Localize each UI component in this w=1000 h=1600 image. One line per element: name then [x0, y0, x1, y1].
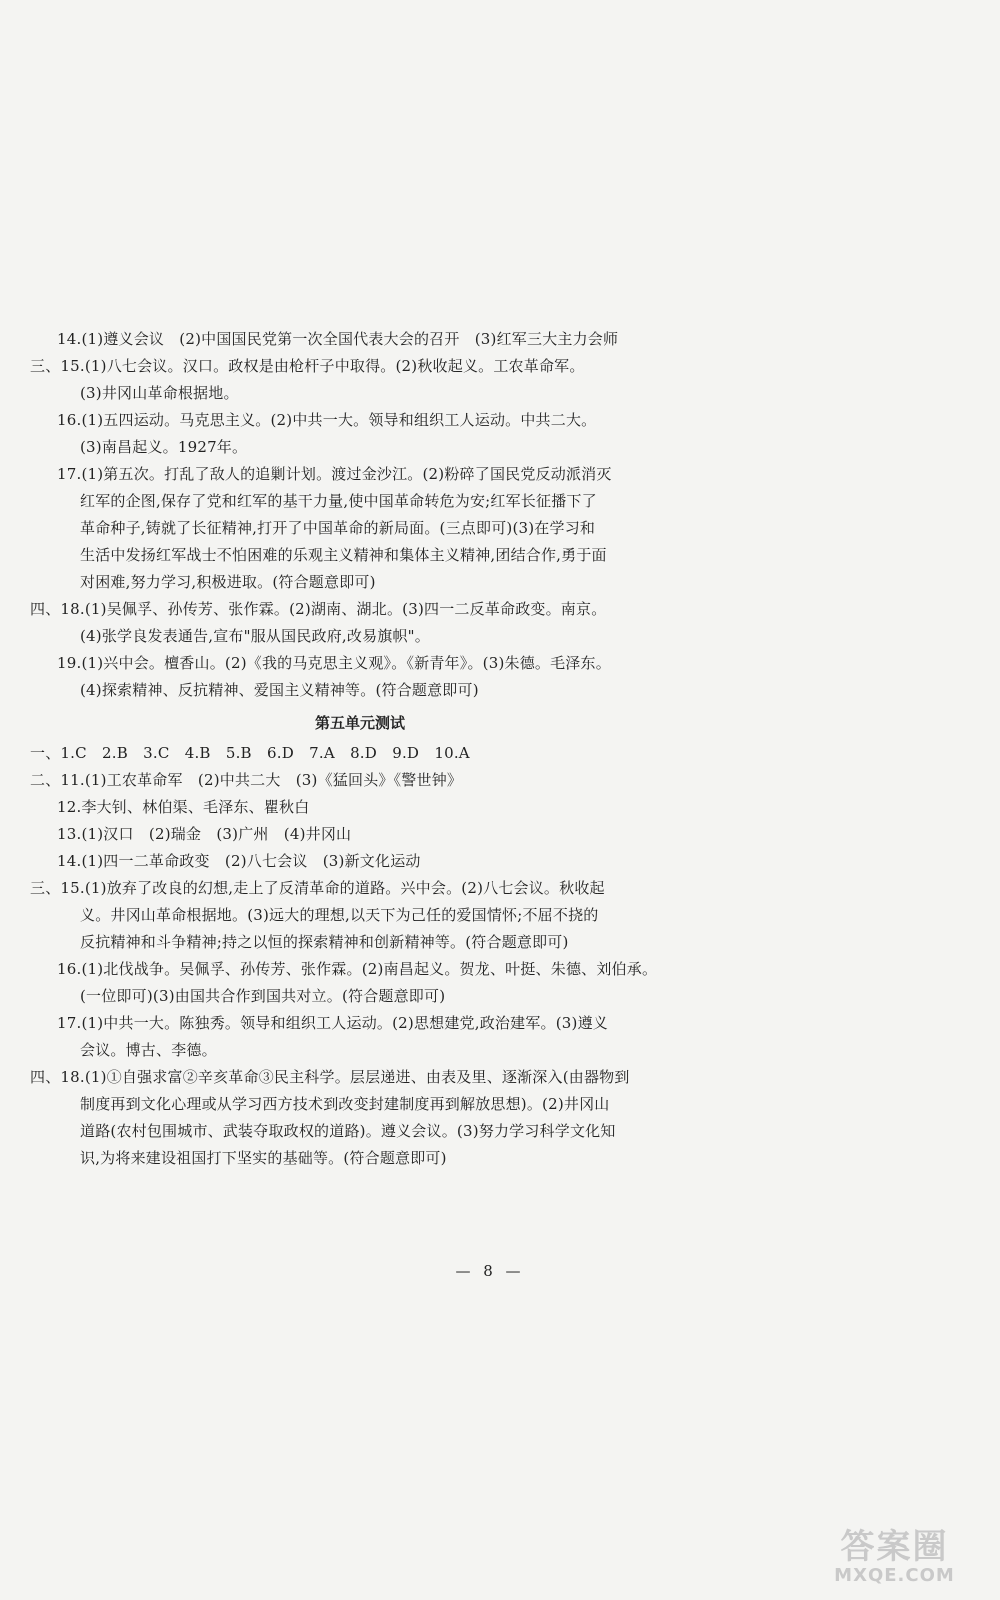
answer-line: 反抗精神和斗争精神;持之以恒的探索精神和创新精神等。(符合题意即可) [80, 933, 569, 951]
page-number: — 8 — [455, 1262, 525, 1280]
site-watermark-logo [807, 1528, 982, 1590]
answer-line: 17.(1)第五次。打乱了敌人的追剿计划。渡过金沙江。(2)粉碎了国民党反动派消灭 [57, 465, 612, 483]
answer-line: (4)探索精神、反抗精神、爱国主义精神等。(符合题意即可) [80, 681, 479, 699]
answer-line: 四、18.(1)①自强求富②辛亥革命③民主科学。层层递进、由表及里、逐渐深入(由器物到 [30, 1068, 630, 1086]
answer-line: 14.(1)四一二革命政变 (2)八七会议 (3)新文化运动 [57, 852, 421, 870]
watermark-top-text: 答案圈 [840, 1527, 949, 1567]
answer-line: 19.(1)兴中会。檀香山。(2)《我的马克思主义观》。《新青年》。(3)朱德。毛泽东。 [57, 654, 611, 672]
answer-line: 12.李大钊、林伯渠、毛泽东、瞿秋白 [57, 798, 310, 816]
answer-line: 二、11.(1)工农革命军 (2)中共二大 (3)《猛回头》《警世钟》 [30, 771, 463, 789]
unit-title: 第五单元测试 [314, 714, 405, 732]
answer-line: 14.(1)遵义会议 (2)中国国民党第一次全国代表大会的召开 (3)红军三大主力会师 [57, 330, 619, 348]
answer-content [30, 326, 690, 1172]
answer-line: (一位即可)(3)由国共合作到国共对立。(符合题意即可) [80, 987, 446, 1005]
answer-line: 对困难,努力学习,积极进取。(符合题意即可) [80, 573, 376, 591]
answer-line: 四、18.(1)吴佩孚、孙传芳、张作霖。(2)湖南、湖北。(3)四一二反革命政变。南京。 [30, 600, 607, 618]
answer-line: 三、15.(1)放弃了改良的幻想,走上了反清革命的道路。兴中会。(2)八七会议。秋收起 [30, 879, 605, 897]
answer-line: 义。井冈山革命根据地。(3)远大的理想,以天下为己任的爱国情怀;不屈不挠的 [80, 906, 599, 924]
answer-line: 17.(1)中共一大。陈独秀。领导和组织工人运动。(2)思想建党,政治建军。(3)遵义 [57, 1014, 608, 1032]
answer-line: 13.(1)汉口 (2)瑞金 (3)广州 (4)井冈山 [57, 825, 352, 843]
answer-line: 制度再到文化心理或从学习西方技术到改变封建制度再到解放思想)。(2)井冈山 [80, 1095, 610, 1113]
answer-line: 道路(农村包围城市、武装夺取政权的道路)。遵义会议。(3)努力学习科学文化知 [80, 1122, 616, 1140]
answer-line: 三、15.(1)八七会议。汉口。政权是由枪杆子中取得。(2)秋收起义。工农革命军。 [30, 357, 585, 375]
answer-line: (4)张学良发表通告,宣布"服从国民政府,改易旗帜"。 [80, 627, 430, 645]
answer-line: 16.(1)北伐战争。吴佩孚、孙传芳、张作霖。(2)南昌起义。贺龙、叶挺、朱德、刘伯承。 [57, 960, 658, 978]
answer-line: (3)南昌起义。1927年。 [80, 438, 248, 456]
answer-line: 革命种子,铸就了长征精神,打开了中国革命的新局面。(三点即可)(3)在学习和 [80, 519, 596, 537]
watermark-bottom-text: MXQE.COM [834, 1565, 955, 1586]
answer-line: 会议。博古、李德。 [80, 1041, 217, 1059]
answer-line: 生活中发扬红军战士不怕困难的乐观主义精神和集体主义精神,团结合作,勇于面 [80, 546, 607, 564]
answer-line: 一、1.C 2.B 3.C 4.B 5.B 6.D 7.A 8.D 9.D 10.A [30, 744, 470, 762]
answer-line: (3)井冈山革命根据地。 [80, 384, 239, 402]
answer-line: 16.(1)五四运动。马克思主义。(2)中共一大。领导和组织工人运动。中共二大。 [57, 411, 597, 429]
answer-line: 识,为将来建设祖国打下坚实的基础等。(符合题意即可) [80, 1149, 447, 1167]
answer-line: 红军的企图,保存了党和红军的基干力量,使中国革命转危为安;红军长征播下了 [80, 492, 597, 510]
